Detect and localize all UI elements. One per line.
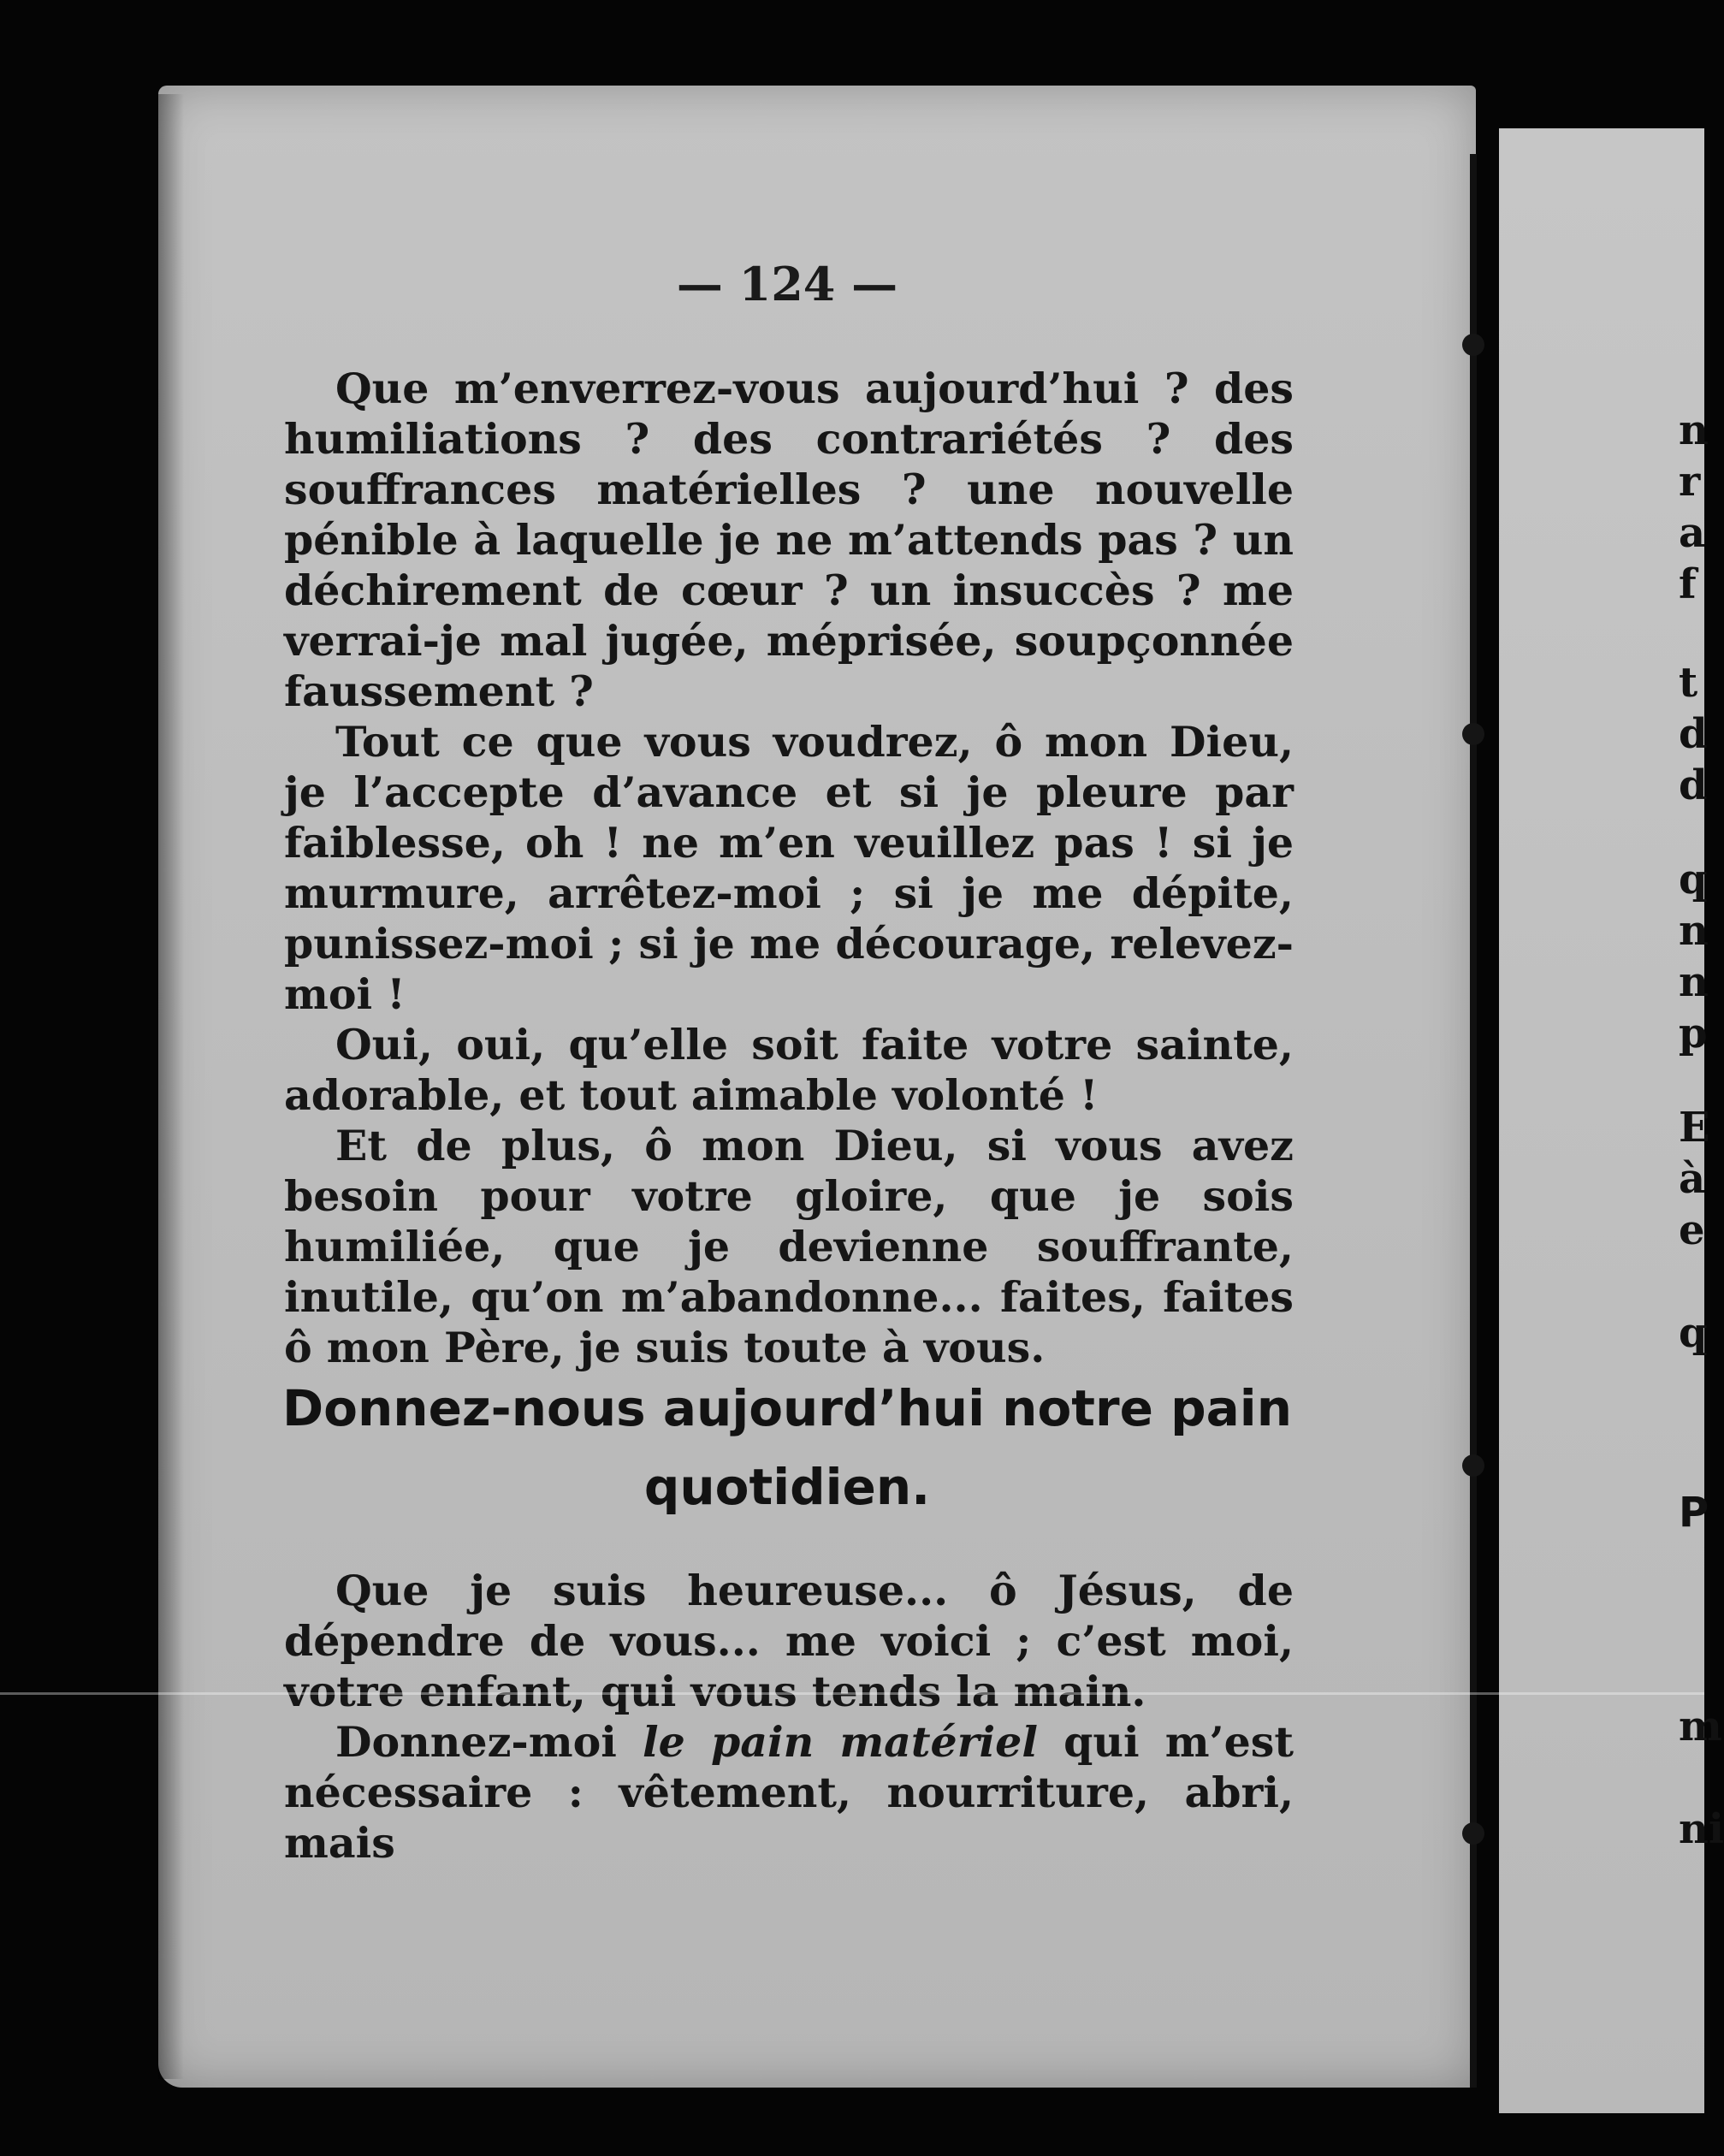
text-run: Donnez-moi xyxy=(335,1717,617,1767)
paragraph: Que je suis heureuse... ô Jésus, de dépendre de vous... me voici ; c’est moi, votre enfant, qui vous tends la main. xyxy=(284,1566,1294,1716)
facing-page-letter: n xyxy=(1679,958,1709,1006)
facing-page-letter: n xyxy=(1679,907,1709,955)
facing-page-letter: d xyxy=(1679,710,1708,758)
facing-page-letter: f xyxy=(1679,560,1697,608)
binding-stitch xyxy=(1462,1822,1484,1845)
paragraph: Tout ce que vous voudrez, ô mon Dieu, je l’accepte d’avance et si je pleure par faiblesse, oh ! ne m’en veuillez pas ! si je murmure, arrêtez-moi ; si je me dépite, punissez-moi ; si je me décourage, relevez-moi ! xyxy=(284,717,1294,1019)
paragraph: Que m’enverrez-vous aujourd’hui ? des humiliations ? des contrariétés ? des souffrances matérielles ? une nouvelle pénible à laquelle je ne m’attends pas ? un déchirement de cœur ? un insuccès ? me verrai-je mal jugée, méprisée, soupçonnée faussement ? xyxy=(284,364,1294,716)
facing-page xyxy=(1499,128,1704,2113)
body-text-top xyxy=(284,364,1294,1373)
facing-page-letter: P xyxy=(1679,1489,1709,1537)
body-text-bottom xyxy=(284,1566,1294,1869)
page-shadow xyxy=(158,94,184,2079)
binding-stitch xyxy=(1462,334,1484,356)
book-gutter xyxy=(1470,154,1477,2088)
facing-page-letter: t xyxy=(1679,659,1698,707)
section-heading: Donnez-nous aujourd’hui notre pain quotidien. xyxy=(282,1379,1292,1516)
facing-page-letter: p xyxy=(1679,1010,1708,1057)
page-number: — 124 — xyxy=(676,257,898,311)
facing-page-letter: E xyxy=(1679,1104,1710,1152)
binding-stitch xyxy=(1462,723,1484,745)
binding-stitch xyxy=(1462,1454,1484,1477)
paragraph: Oui, oui, qu’elle soit faite votre sainte, adorable, et tout aimable volonté ! xyxy=(284,1020,1294,1120)
facing-page-letter: a xyxy=(1679,509,1706,557)
italic-phrase: le pain matériel xyxy=(643,1717,1038,1767)
facing-page-letter: à xyxy=(1679,1155,1706,1203)
facing-page-letter: q xyxy=(1679,856,1708,903)
facing-page-letter: e xyxy=(1679,1206,1705,1254)
facing-page-letter: n xyxy=(1679,406,1709,454)
text-run: qui m’est nécessaire : vêtement, nourriture, abri, mais xyxy=(284,1717,1294,1868)
facing-page-letter: m xyxy=(1679,1703,1722,1750)
paragraph xyxy=(284,1717,1294,1869)
paragraph: Et de plus, ô mon Dieu, si vous avez besoin pour votre gloire, que je sois humiliée, que je devienne souffrante, inutile, qu’on m’abandonne... faites, faites ô mon Père, je suis toute à vous. xyxy=(284,1121,1294,1372)
facing-page-letter: q xyxy=(1679,1309,1708,1357)
facing-page-letter: d xyxy=(1679,761,1708,809)
facing-page-letter: ni xyxy=(1679,1805,1724,1853)
scan-crease xyxy=(0,1692,1704,1695)
facing-page-letter: r xyxy=(1679,458,1701,506)
